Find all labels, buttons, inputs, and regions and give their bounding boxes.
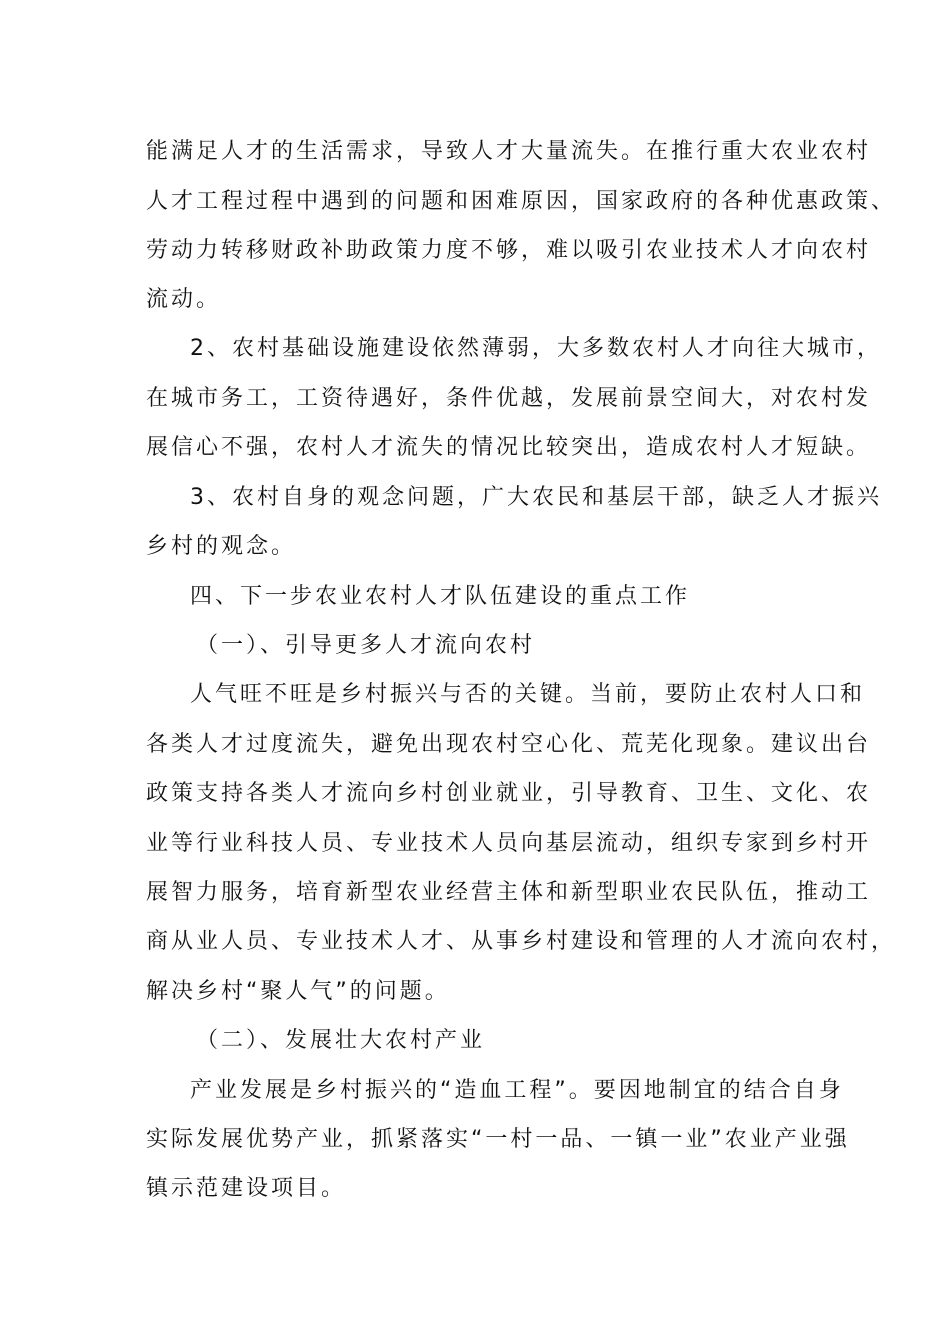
text-line: 人气旺不旺是乡村振兴与否的关键。当前，要防止农村人口和 [190,682,866,707]
text-line: 业等行业科技人员、专业技术人员向基层流动，组织专家到乡村开 [146,831,872,856]
text-line: 解决乡村“聚人气”的问题。 [146,979,450,1004]
text-line: 人才工程过程中遇到的问题和困难原因，国家政府的各种优惠政策、 [146,189,897,214]
text-line: 在城市务工，工资待遇好，条件优越，发展前景空间大，对农村发 [146,386,872,411]
text-line: 各类人才过度流失，避免出现农村空心化、荒芜化现象。建议出台 [146,732,872,757]
text-line: 流动。 [146,287,222,312]
subsection-heading: （二）、发展壮大农村产业 [196,1028,486,1053]
text-line: 2、农村基础设施建设依然薄弱，大多数农村人才向往大城市， [190,336,882,361]
text-line: 展智力服务，培育新型农业经营主体和新型职业农民队伍，推动工 [146,880,872,905]
text-line: 乡村的观念。 [146,534,297,559]
text-line: 政策支持各类人才流向乡村创业就业，引导教育、卫生、文化、农 [146,781,872,806]
text-line: 劳动力转移财政补助政策力度不够，难以吸引农业技术人才向农村 [146,238,872,263]
text-line: 3、农村自身的观念问题，广大农民和基层干部，缺乏人才振兴 [190,485,882,510]
text-line: 商从业人员、专业技术人才、从事乡村建设和管理的人才流向农村， [146,929,897,954]
text-line: 展信心不强，农村人才流失的情况比较突出，造成农村人才短缺。 [146,435,872,460]
text-line: 能满足人才的生活需求，导致人才大量流失。在推行重大农业农村 [146,139,872,164]
text-line: 镇示范建设项目。 [146,1176,347,1201]
subsection-heading: （一）、引导更多人才流向农村 [196,633,536,658]
text-line: 实际发展优势产业，抓紧落实“一村一品、一镇一业”农业产业强 [146,1127,850,1152]
text-line: 产业发展是乡村振兴的“造血工程”。要因地制宜的结合自身 [190,1078,844,1103]
section-heading: 四、下一步农业农村人才队伍建设的重点工作 [190,584,691,609]
